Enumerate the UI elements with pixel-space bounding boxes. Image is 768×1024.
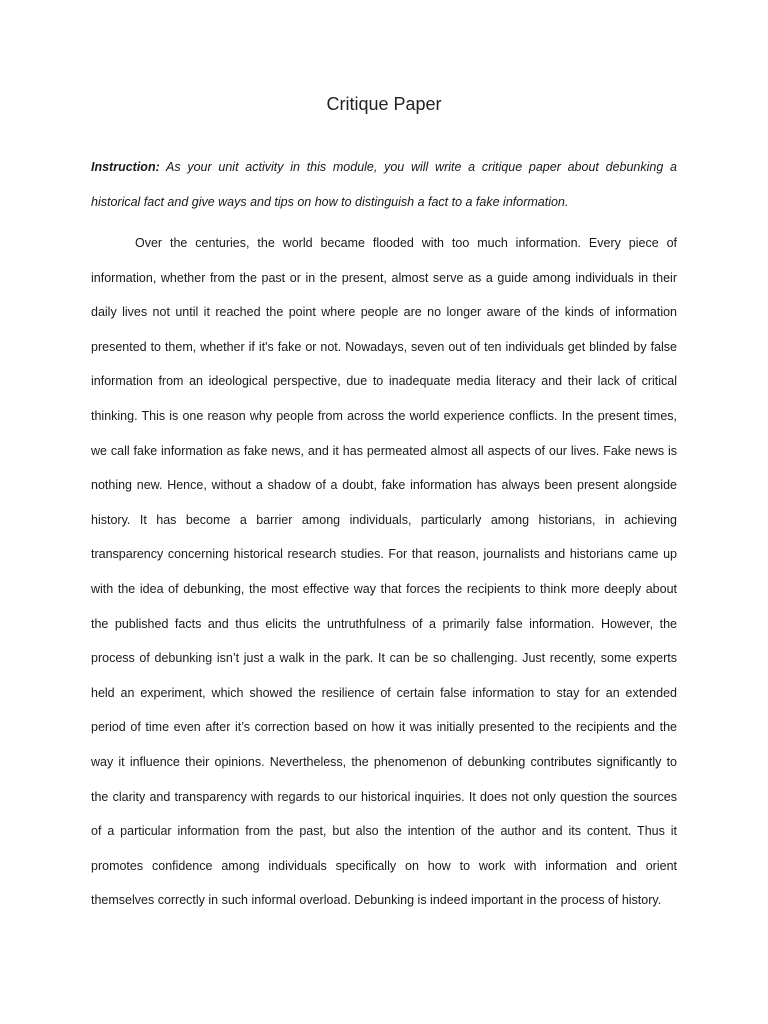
instruction-block: [91, 150, 677, 219]
page-title: Critique Paper: [326, 94, 442, 114]
body-paragraph: Over the centuries, the world became flooded with too much information. Every piece of information, whether from the past or in the present, almost serve as a guide among individuals in their daily lives not until it reached the point where people are no longer aware of the kinds of information presented to them, whether if it's fake or not. Nowadays, seven out of ten individuals get blinded by false information from an ideological perspective, due to inadequate media literacy and their lack of critical thinking. This is one reason why people from across the world experience conflicts. In the present times, we call fake information as fake news, and it has permeated almost all aspects of our lives. Fake news is nothing new. Hence, without a shadow of a doubt, fake information has always been present alongside history. It has become a barrier among individuals, particularly among historians, in achieving transparency concerning historical research studies. For that reason, journalists and historians came up with the idea of debunking, the most effective way that forces the recipients to think more deeply about the published facts and thus elicits the untruthfulness of a primarily false information. However, the process of debunking isn’t just a walk in the park. It can be so challenging. Just recently, some experts held an experiment, which showed the resilience of certain false information to stay for an extended period of time even after it’s correction based on how it was initially presented to the recipients and the way it influence their opinions. Nevertheless, the phenomenon of debunking contributes significantly to the clarity and transparency with regards to our historical inquiries. It does not only question the sources of a particular information from the past, but also the intention of the author and its content. Thus it promotes confidence among individuals specifically on how to work with information and orient themselves correctly in such informal overload. Debunking is indeed important in the process of history.: [91, 236, 677, 908]
instruction-text: As your unit activity in this module, you will write a critique paper about debunking a historical fact and give ways and tips on how to distinguish a fact to a fake information.: [91, 160, 677, 209]
instruction-label: Instruction:: [91, 160, 160, 174]
